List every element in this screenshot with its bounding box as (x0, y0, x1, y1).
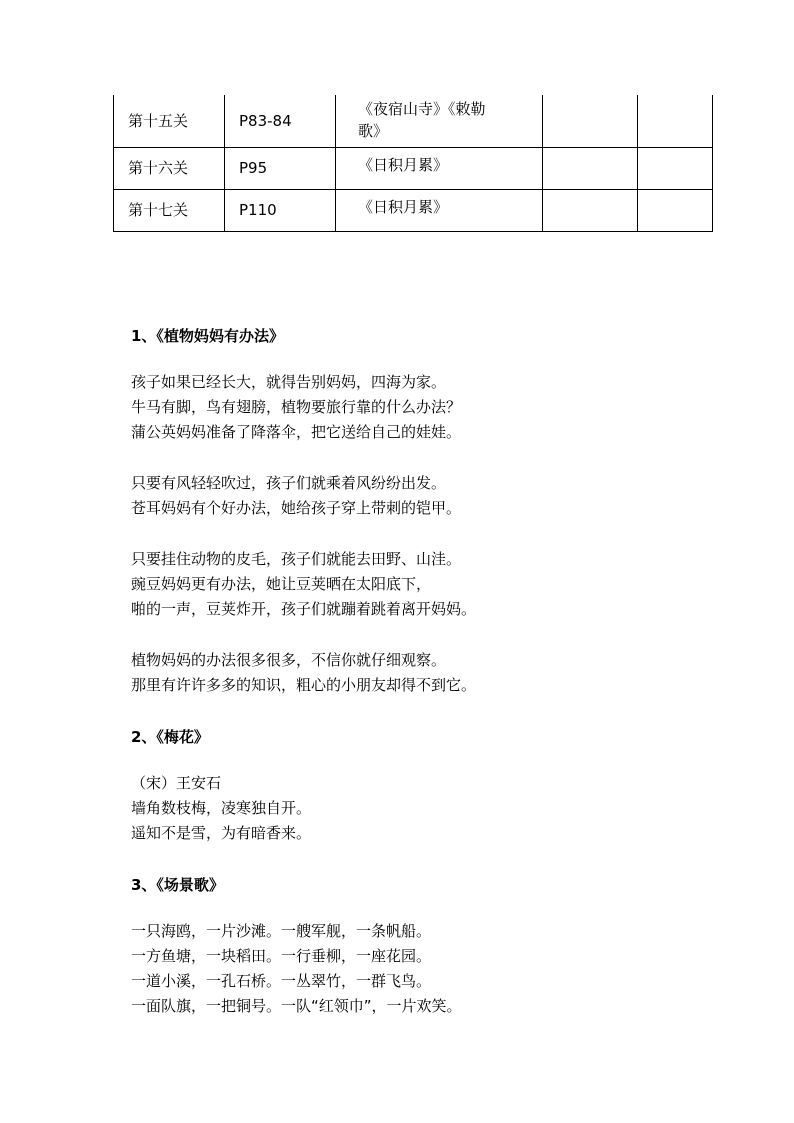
level-cell: 第十七关 (114, 189, 225, 231)
text-line: 啪的一声，豆荚炸开，孩子们就蹦着跳着离开妈妈。 (131, 600, 477, 618)
poem-author: （宋）王安石 (131, 774, 222, 792)
title-cell (336, 147, 543, 189)
title-line: 《日积月累》 (358, 155, 449, 174)
text-line: 墙角数枝梅，凌寒独自开。 (131, 799, 312, 817)
title-line: 《夜宿山寺》《敕勒 (358, 100, 486, 118)
text-line: 只要有风轻轻吹过，孩子们就乘着风纷纷出发。 (131, 474, 447, 492)
title-cell (336, 189, 543, 231)
text-line: 一方鱼塘，一块稻田。一行垂柳，一座花园。 (131, 947, 432, 965)
text-line: 蒲公英妈妈准备了降落伞，把它送给自己的娃娃。 (131, 423, 462, 441)
title-cell (336, 95, 543, 147)
text-line: 一面队旗，一把铜号。一队“红领巾”，一片欢笑。 (131, 997, 462, 1015)
empty-cell (638, 147, 713, 189)
empty-cell (543, 189, 638, 231)
paragraph (131, 648, 731, 698)
section-plum-blossom (131, 724, 731, 846)
empty-cell (543, 95, 638, 147)
page-cell: P83-84 (225, 95, 336, 147)
section-scene-song (131, 872, 731, 1019)
page-cell: P110 (225, 189, 336, 231)
paragraph (131, 771, 731, 846)
text-line: 植物妈妈的办法很多很多，不信你就仔细观察。 (131, 651, 447, 669)
text-line: 那里有许许多多的知识，粗心的小朋友却得不到它。 (131, 676, 477, 694)
paragraph (131, 919, 731, 1019)
section-plant-mothers (131, 323, 731, 698)
text-line: 遥知不是雪，为有暗香来。 (131, 824, 312, 842)
paragraph (131, 471, 731, 521)
text-line: 牛马有脚，鸟有翅膀，植物要旅行靠的什么办法？ (131, 398, 462, 416)
paragraph (131, 547, 731, 622)
table-row (114, 189, 713, 231)
text-line: 一只海鸥，一片沙滩。一艘军舰，一条帆船。 (131, 922, 432, 940)
section-heading: 2、《梅花》 (131, 728, 209, 746)
section-heading: 1、《植物妈妈有办法》 (131, 327, 284, 345)
empty-cell (543, 147, 638, 189)
level-cell: 第十六关 (114, 147, 225, 189)
section-heading: 3、《场景歌》 (131, 876, 224, 894)
level-table (113, 95, 713, 232)
empty-cell (638, 95, 713, 147)
poem-content (131, 323, 731, 1019)
text-line: 孩子如果已经长大，就得告别妈妈，四海为家。 (131, 373, 447, 391)
level-cell: 第十五关 (114, 95, 225, 147)
text-line: 苍耳妈妈有个好办法，她给孩子穿上带刺的铠甲。 (131, 499, 462, 517)
text-line: 豌豆妈妈更有办法，她让豆荚晒在太阳底下， (131, 575, 432, 593)
text-line: 一道小溪，一孔石桥。一丛翠竹，一群飞鸟。 (131, 972, 432, 990)
title-line: 歌》 (358, 122, 389, 140)
empty-cell (638, 189, 713, 231)
table-row (114, 147, 713, 189)
page-cell: P95 (225, 147, 336, 189)
paragraph (131, 370, 731, 445)
text-line: 只要挂住动物的皮毛，孩子们就能去田野、山洼。 (131, 550, 462, 568)
table-row (114, 95, 713, 147)
title-line: 《日积月累》 (358, 197, 449, 216)
